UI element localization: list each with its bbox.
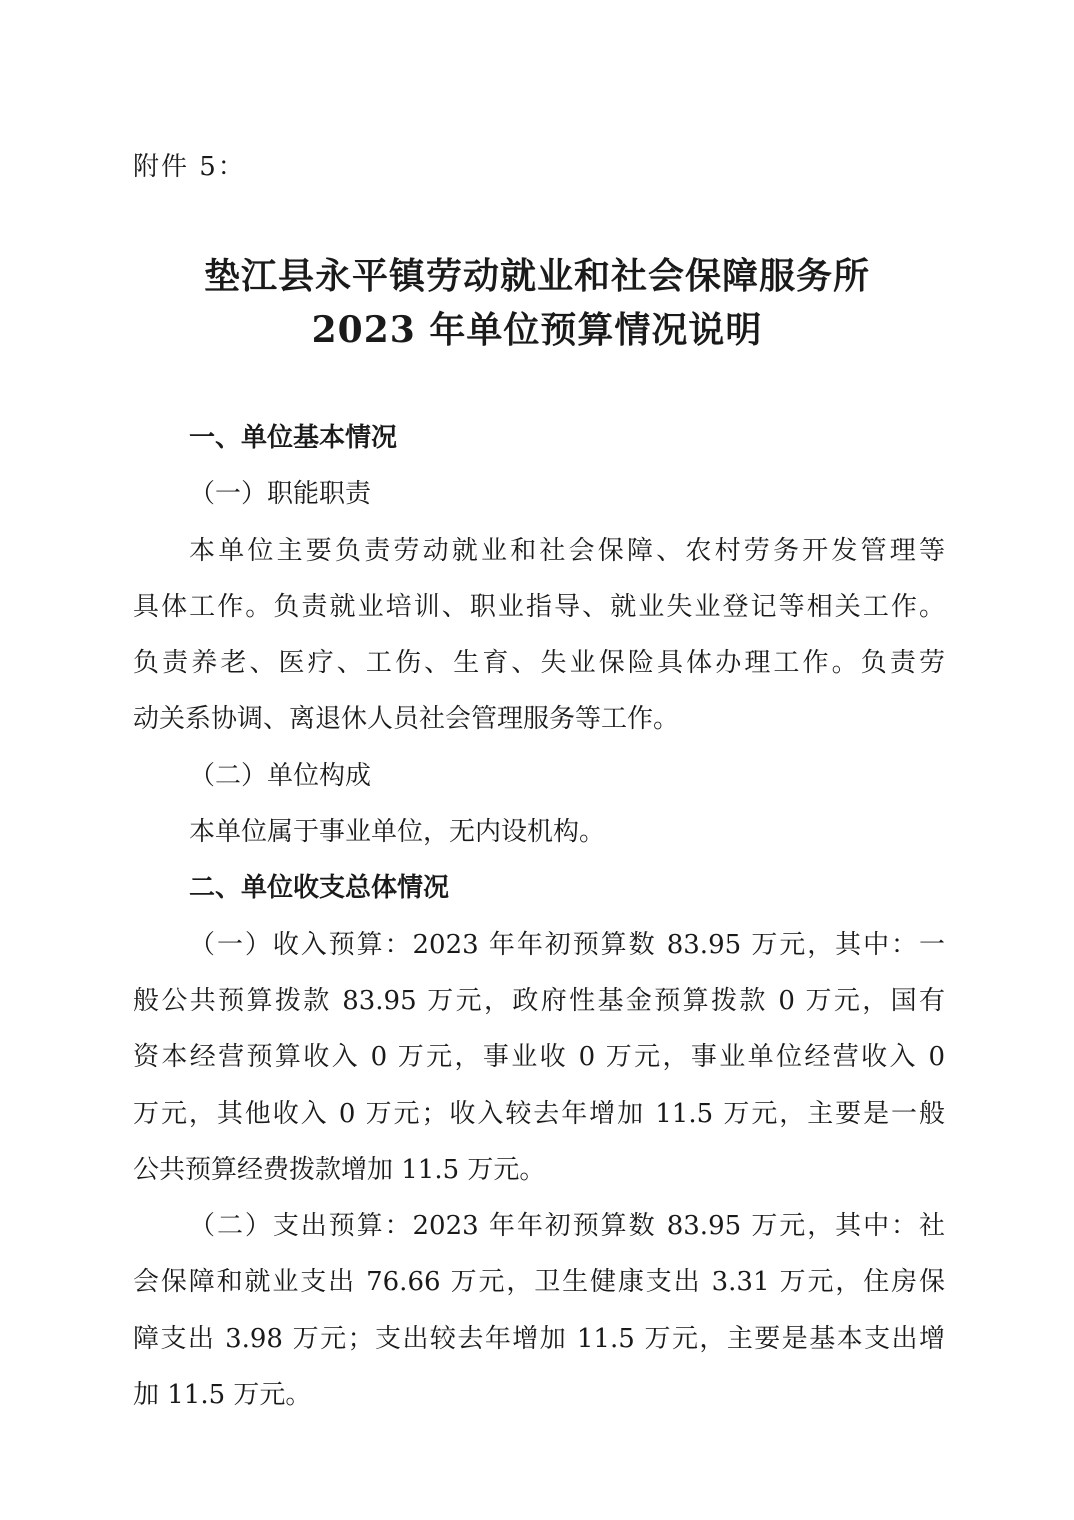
paragraph-line: 负责养老、医疗、工伤、生育、失业保险具体办理工作。负责劳	[133, 648, 945, 679]
document-body	[133, 410, 945, 1423]
subsection-title-composition: （二）单位构成	[189, 760, 372, 791]
paragraph-line: 动关系协调、离退休人员社会管理服务等工作。	[133, 704, 680, 735]
section-heading-2: 二、单位收支总体情况	[189, 873, 450, 904]
document-title-line-1: 垫江县永平镇劳动就业和社会保障服务所	[203, 255, 870, 297]
attachment-label: 附件 5：	[133, 152, 246, 182]
section-heading-1: 一、单位基本情况	[189, 423, 398, 453]
paragraph-line: 本单位主要负责劳动就业和社会保障、农村劳务开发管理等	[189, 535, 945, 566]
income-paragraph-line: 万元，其他收入 0 万元；收入较去年增加 11.5 万元，主要是一般	[133, 1098, 945, 1129]
expenditure-paragraph-line: 障支出 3.98 万元；支出较去年增加 11.5 万元，主要是基本支出增	[133, 1323, 945, 1354]
paragraph-line: 本单位属于事业单位，无内设机构。	[189, 817, 606, 848]
income-paragraph-line: 般公共预算拨款 83.95 万元，政府性基金预算拨款 0 万元，国有	[133, 985, 945, 1016]
income-paragraph-line: （一）收入预算：2023 年年初预算数 83.95 万元，其中：一	[189, 929, 945, 960]
subsection-title-duties: （一）职能职责	[189, 479, 372, 510]
income-paragraph-line: 公共预算经费拨款增加 11.5 万元。	[133, 1154, 546, 1185]
document-title-line-2: 2023 年单位预算情况说明	[311, 309, 763, 351]
expenditure-paragraph-line: 会保障和就业支出 76.66 万元，卫生健康支出 3.31 万元，住房保	[133, 1267, 945, 1298]
paragraph-line: 具体工作。负责就业培训、职业指导、就业失业登记等相关工作。	[133, 591, 945, 622]
income-paragraph-line: 资本经营预算收入 0 万元，事业收 0 万元，事业单位经营收入 0	[133, 1042, 945, 1073]
expenditure-paragraph-line: （二）支出预算：2023 年年初预算数 83.95 万元，其中：社	[189, 1211, 945, 1242]
expenditure-paragraph-line: 加 11.5 万元。	[133, 1380, 312, 1411]
